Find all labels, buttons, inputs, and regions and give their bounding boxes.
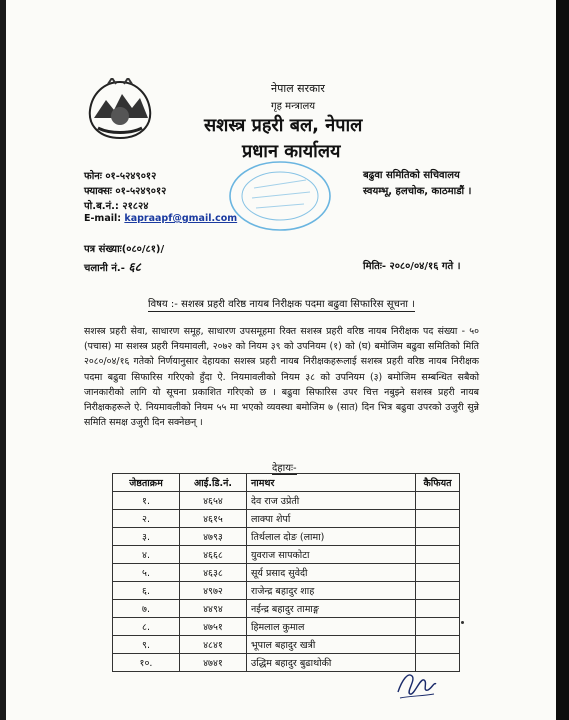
- table-cell-id: ४६१५: [180, 510, 247, 528]
- table-cell-sn: ३.: [113, 528, 180, 546]
- table-cell-name: नईन्द्र बहादुर तामाङ्ग: [247, 600, 416, 618]
- table-row: [113, 528, 460, 546]
- email-link[interactable]: kapraapf@gmail.com: [124, 213, 238, 224]
- table-cell-sn: १०.: [113, 654, 180, 672]
- table-cell-sn: ७.: [113, 600, 180, 618]
- table-cell-remark: [416, 492, 460, 510]
- dispatch-number: [84, 258, 141, 275]
- table-cell-name: देव राज उप्रेती: [247, 492, 416, 510]
- table-cell-id: ४६६८: [180, 546, 247, 564]
- table-cell-remark: [416, 510, 460, 528]
- table-cell-name: राजेन्द्र बहादुर शाह: [247, 582, 416, 600]
- table-cell-sn: २.: [113, 510, 180, 528]
- letter-number: पत्र संख्याः(०८०/८१)/: [84, 244, 165, 255]
- dispatch-label: चलानी नं.-: [84, 263, 129, 274]
- government-name: नेपाल सरकार: [271, 82, 325, 95]
- table-cell-sn: ४.: [113, 546, 180, 564]
- ink-dot: [461, 621, 464, 624]
- table-cell-id: ४४९४: [180, 600, 247, 618]
- letter-date: मितिः- २०८०/०४/१६ गते ।: [363, 261, 461, 272]
- po-box: पो.ब.नं.: २१८२४: [84, 201, 149, 212]
- table-cell-id: ४६३८: [180, 564, 247, 582]
- table-cell-id: ४९७२: [180, 582, 247, 600]
- table-cell-sn: ८.: [113, 618, 180, 636]
- document-page: [6, 0, 556, 720]
- table-cell-name: उद्धिम बहादुर बुढाथोकी: [247, 654, 416, 672]
- organization-name: सशस्त्र प्रहरी बल, नेपाल: [204, 115, 363, 136]
- table-cell-remark: [416, 564, 460, 582]
- table-cell-name: युवराज सापकोटा: [247, 546, 416, 564]
- subject-line: विषय :- सशस्त्र प्रहरी वरिष्ठ नायब निरीक्षक पदमा बढुवा सिफारिस सूचना ।: [148, 296, 415, 312]
- table-body: [113, 492, 460, 672]
- table-cell-sn: ९.: [113, 636, 180, 654]
- table-row: [113, 600, 460, 618]
- ministry-name: गृह मन्त्रालय: [271, 101, 316, 112]
- table-cell-id: ४७९३: [180, 528, 247, 546]
- table-row: [113, 492, 460, 510]
- scan-edge: [556, 0, 569, 720]
- fax-number: फ्याक्सः ०१-५२४९०१२: [84, 186, 167, 197]
- promotion-table: [112, 473, 460, 672]
- table-row: [113, 618, 460, 636]
- list-heading: देहायः-: [272, 460, 297, 475]
- table-cell-name: भूपाल बहादुर खत्री: [247, 636, 416, 654]
- header-id: आई.डि.नं.: [180, 474, 247, 492]
- table-row: [113, 546, 460, 564]
- email-label: E-mail:: [84, 213, 125, 224]
- table-cell-sn: १.: [113, 492, 180, 510]
- office-seal-stamp-icon: [224, 158, 336, 234]
- signature-icon: [394, 662, 440, 702]
- table-cell-remark: [416, 528, 460, 546]
- table-cell-id: ४७४१: [180, 654, 247, 672]
- table-cell-name: सूर्य प्रसाद सुवेदी: [247, 564, 416, 582]
- notice-body: सशस्त्र प्रहरी सेवा, साधारण समूह, साधारण उपसमूहमा रिक्त सशस्त्र प्रहरी वरिष्ठ नायब निरीक्षक पद संख्या - ५० (पचास) मा सशस्त्र प्रहरी नियमावली, २०७२ को नियम ३९ को उपनियम (१) को (घ) बमोजिम बढुवा समितिको मिति २०८०/०४/१६ गतेको निर्णयानुसार देहायका सशस्त्र प्रहरी नायब निरीक्षकहरूलाई सशस्त्र प्रहरी वरिष्ठ नायब निरीक्षक पदमा बढुवा सिफारिस गरिएको हुँदा ऐ. नियमावलीको नियम ३८ को उपनियम (३) बमोजिम सम्बन्धित सबैको जानकारीको लागि यो सूचना प्रकाशित गरिएको छ । बढुवा सिफारिस उपर चित्त नबुझ्ने सशस्त्र प्रहरी नायब निरीक्षकहरूले ऐ. नियमावलीको नियम ५५ मा भएको व्यवस्था बमोजिम ७ (सात) दिन भित्र बढुवा उपरको उजुरी सुन्ने समिति समक्ष उजुरी दिन सक्नेछन् ।: [84, 326, 479, 429]
- email-line: [84, 213, 237, 224]
- table-row: [113, 510, 460, 528]
- table-header-row: [113, 474, 460, 492]
- secretariat-name: बढुवा समितिको सचिवालय: [363, 170, 460, 181]
- table-cell-id: ४७५१: [180, 618, 247, 636]
- secretariat-address: स्वयम्भू, हलचोक, काठमाडौं ।: [363, 186, 472, 197]
- table-row: [113, 564, 460, 582]
- header-name: नामथर: [247, 474, 416, 492]
- table-cell-remark: [416, 546, 460, 564]
- office-name: प्रधान कार्यालय: [242, 141, 341, 162]
- phone-number: फोनः ०१-५२४९०१२: [84, 171, 157, 182]
- table-cell-remark: [416, 618, 460, 636]
- table-cell-name: लाक्पा शेर्पा: [247, 510, 416, 528]
- table-row: [113, 582, 460, 600]
- table-cell-remark: [416, 636, 460, 654]
- table-cell-id: ४८४१: [180, 636, 247, 654]
- header-remarks: कैफियत: [416, 474, 460, 492]
- table-cell-id: ४६५४: [180, 492, 247, 510]
- header-seniority: जेष्ठताक्रम: [113, 474, 180, 492]
- table-cell-name: तिर्थलाल दोङ (लामा): [247, 528, 416, 546]
- table-cell-name: हिमलाल कुमाल: [247, 618, 416, 636]
- dispatch-handwritten: ६८: [128, 260, 141, 274]
- table-cell-sn: ५.: [113, 564, 180, 582]
- table-cell-remark: [416, 600, 460, 618]
- nepal-government-emblem-icon: [84, 78, 156, 142]
- table-cell-sn: ६.: [113, 582, 180, 600]
- table-row: [113, 636, 460, 654]
- table-cell-remark: [416, 582, 460, 600]
